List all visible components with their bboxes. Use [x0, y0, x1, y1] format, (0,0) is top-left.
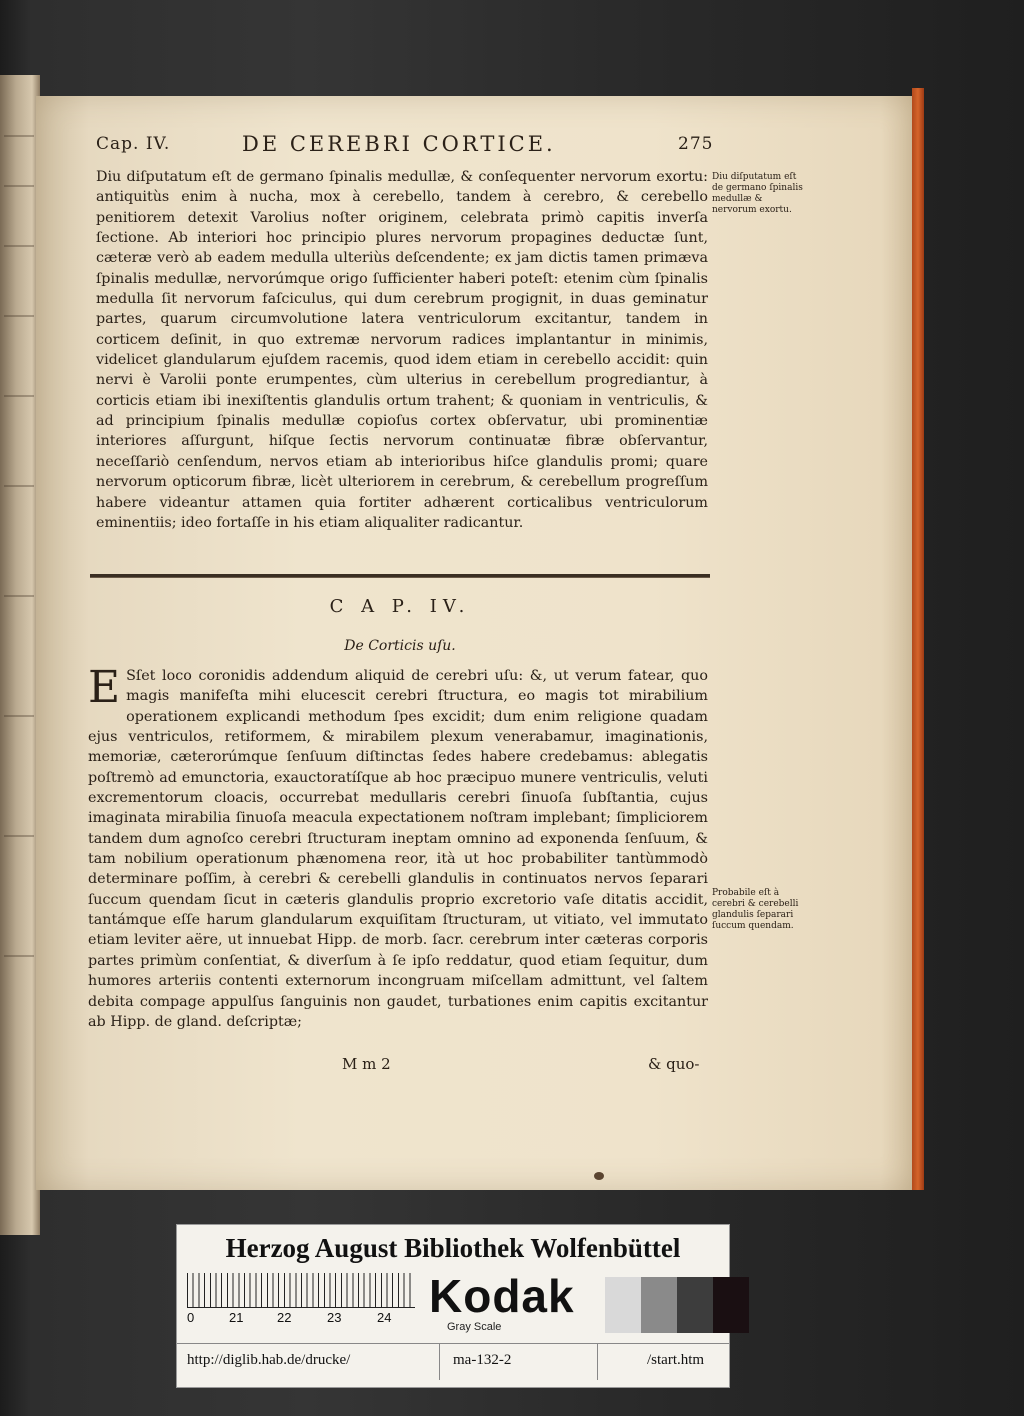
- gray-scale-label: Gray Scale: [447, 1321, 502, 1333]
- chapter-subtitle: De Corticis uſu.: [344, 638, 456, 654]
- ruler-label: 22: [277, 1310, 292, 1325]
- paragraph-1: Diu diſputatum eſt de germano ſpinalis medullæ, & conſequenter nervorum exortu: antiquitùs enim à nucha, mox à cerebello, tandem à cerebro, & cerebello penitiorem detexit Varolius noſter originem, celebrata primò capitis inverſa ſectione. Ab interiori hoc principio plures nervorum propagines deductæ ſunt, cæteræ verò ab eadem medulla ulteriùs deſcendente; ex jam dictis tamen primæva ſpinalis medullæ, nervorúmque origo ſufficienter haberi poteſt: etenim cùm ſpinalis medulla ſit nervorum faſciculus, qui dum cerebrum progignit, in duas geminatur partes, quarum circumvolutione latera ventriculorum excitantur, tandem in corticem deſinit, in quo extremæ nervorum radices implantantur in minimis, videlicet glandularum ejuſdem racemis, quod idem etiam in cerebello accidit: quin nervi è Varolii ponte erumpentes, cùm ulterius in cerebellum progrediantur, à corticis etiam ibi inexiſtentis glandulis ortum trahent; & quoniam in ventriculis, & ad principium ſpinalis medullæ copioſus cortex obſervatur, ubi prominentiæ interiores aſſurgunt, hiſque ſectis nervorum continuatæ fibræ obſervantur, neceſſariò cenſendum, nervos etiam ab interioribus hiſce glandulis promi; quare nervorum opticorum fibræ, licèt ulteriorem in cerebrum, & cerebellum progreſſum habere videantur attamen quia fortiter adhærent corticalibus ventriculorum eminentiis; ideo fortaſſe in his etiam aliqualiter radicantur.: [96, 169, 708, 531]
- margin-note-1: Diu diſputatum eſt de germano ſpinalis medullæ & nervorum exortu.: [712, 172, 803, 215]
- gray-patch: [605, 1277, 641, 1333]
- divider: [597, 1344, 598, 1380]
- start-path: /start.htm: [647, 1352, 705, 1368]
- chapter-heading: C A P. IV.: [329, 596, 471, 617]
- ruler-label: 23: [327, 1310, 342, 1325]
- margin-note-2: Probabile eſt à cerebri & cerebelli glandulis ſeparari ſuccum quendam.: [712, 888, 799, 931]
- ghost-line: [4, 485, 34, 487]
- page-edge-red: [912, 88, 924, 1190]
- library-name: Herzog August Bibliothek Wolfenbüttel: [225, 1233, 681, 1263]
- page-number: 275: [678, 134, 714, 154]
- section-rule: [90, 574, 710, 578]
- drop-cap: E: [88, 662, 121, 713]
- ghost-line: [4, 185, 34, 187]
- running-head-title: DE CEREBRI CORTICE.: [242, 132, 556, 156]
- color-target-card: [176, 1224, 730, 1388]
- ruler-labels: [187, 1310, 415, 1326]
- ink-spot: [594, 1172, 604, 1180]
- ruler-label: 0: [187, 1310, 195, 1325]
- ruler-label: 21: [229, 1310, 244, 1325]
- gray-patch: [677, 1277, 713, 1333]
- target-footer: [177, 1343, 729, 1380]
- running-head: [96, 134, 716, 160]
- gray-patch: [641, 1277, 677, 1333]
- paragraph-2-text: Sſet loco coronidis addendum aliquid de cerebri uſu: &, ut verum fatear, quo magis manifeſta mihi elucescit cerebri ſtructura, eo magis tot mirabilium operationem explicandi methodum ſpes excidit; dum enim religione quadam ejus ventriculos, retiformem, & mirabilem plexum venerabamur, imaginationis, memoriæ, cæterorúmque ſenſuum diſtinctas ſedes habere credebamus: ablegatis poſtremò ad emunctoria, exauctoratíſque ab hoc præcipuo munere ventriculis, veluti excrementorum cloacis, occurrebat medullaris cerebri ſinuoſa ſubſtantia, cujus imaginata mirabilia ſinuoſa meacula expectationem noſtram implebant; ſimpliciorem tandem dum agnoſco cerebri ſtructuram ineptam omnino ad exponenda ſenſuum, & tam nobilium operationum phænomena reor, ità ut hoc probabiliter tantùmmodò determinare poſſim, à cerebri & cerebelli glandulis in continuatos nervos ſeparari ſuccum quendam ſicut in cæteris glandulis proprio excretorio vaſe ditatis accidit, tantámque eſſe harum glandularum exquiſitam ſtructuram, ut vitiato, vel immutato etiam leviter aëre, ut innuebat Hipp. de morb. ſacr. cerebrum inter cæteras corporis partes primùm conſentiat, & diverſum à ſe ipſo reddatur, quod etiam ſequitur, dum humores arteriis contenti externorum incongruam miſcellam admittunt, vel ſaltem debita compage appulſus ſanguinis non gaudet, turbationes enim capitis excitantur ab Hipp. de gland. deſcriptæ;: [88, 668, 708, 1030]
- measurement-ruler: [187, 1273, 415, 1308]
- paragraph-2: [88, 662, 708, 1032]
- ghost-line: [4, 245, 34, 247]
- signature-mark: M m 2: [342, 1055, 391, 1073]
- facing-page-edge: [0, 75, 40, 1235]
- ghost-line: [4, 835, 34, 837]
- ghost-line: [4, 135, 34, 137]
- divider: [439, 1344, 440, 1380]
- running-head-chapter: Cap. IV.: [96, 134, 171, 154]
- ruler-label: 24: [377, 1310, 392, 1325]
- gray-patch: [713, 1277, 749, 1333]
- ghost-line: [4, 595, 34, 597]
- catchword: & quo-: [648, 1055, 700, 1073]
- ghost-line: [4, 315, 34, 317]
- shelfmark-id: ma-132-2: [453, 1352, 512, 1368]
- kodak-logo: Kodak: [429, 1270, 575, 1322]
- library-url: http://diglib.hab.de/drucke/: [187, 1352, 351, 1368]
- ghost-line: [4, 715, 34, 717]
- ghost-line: [4, 955, 34, 957]
- ghost-line: [4, 395, 34, 397]
